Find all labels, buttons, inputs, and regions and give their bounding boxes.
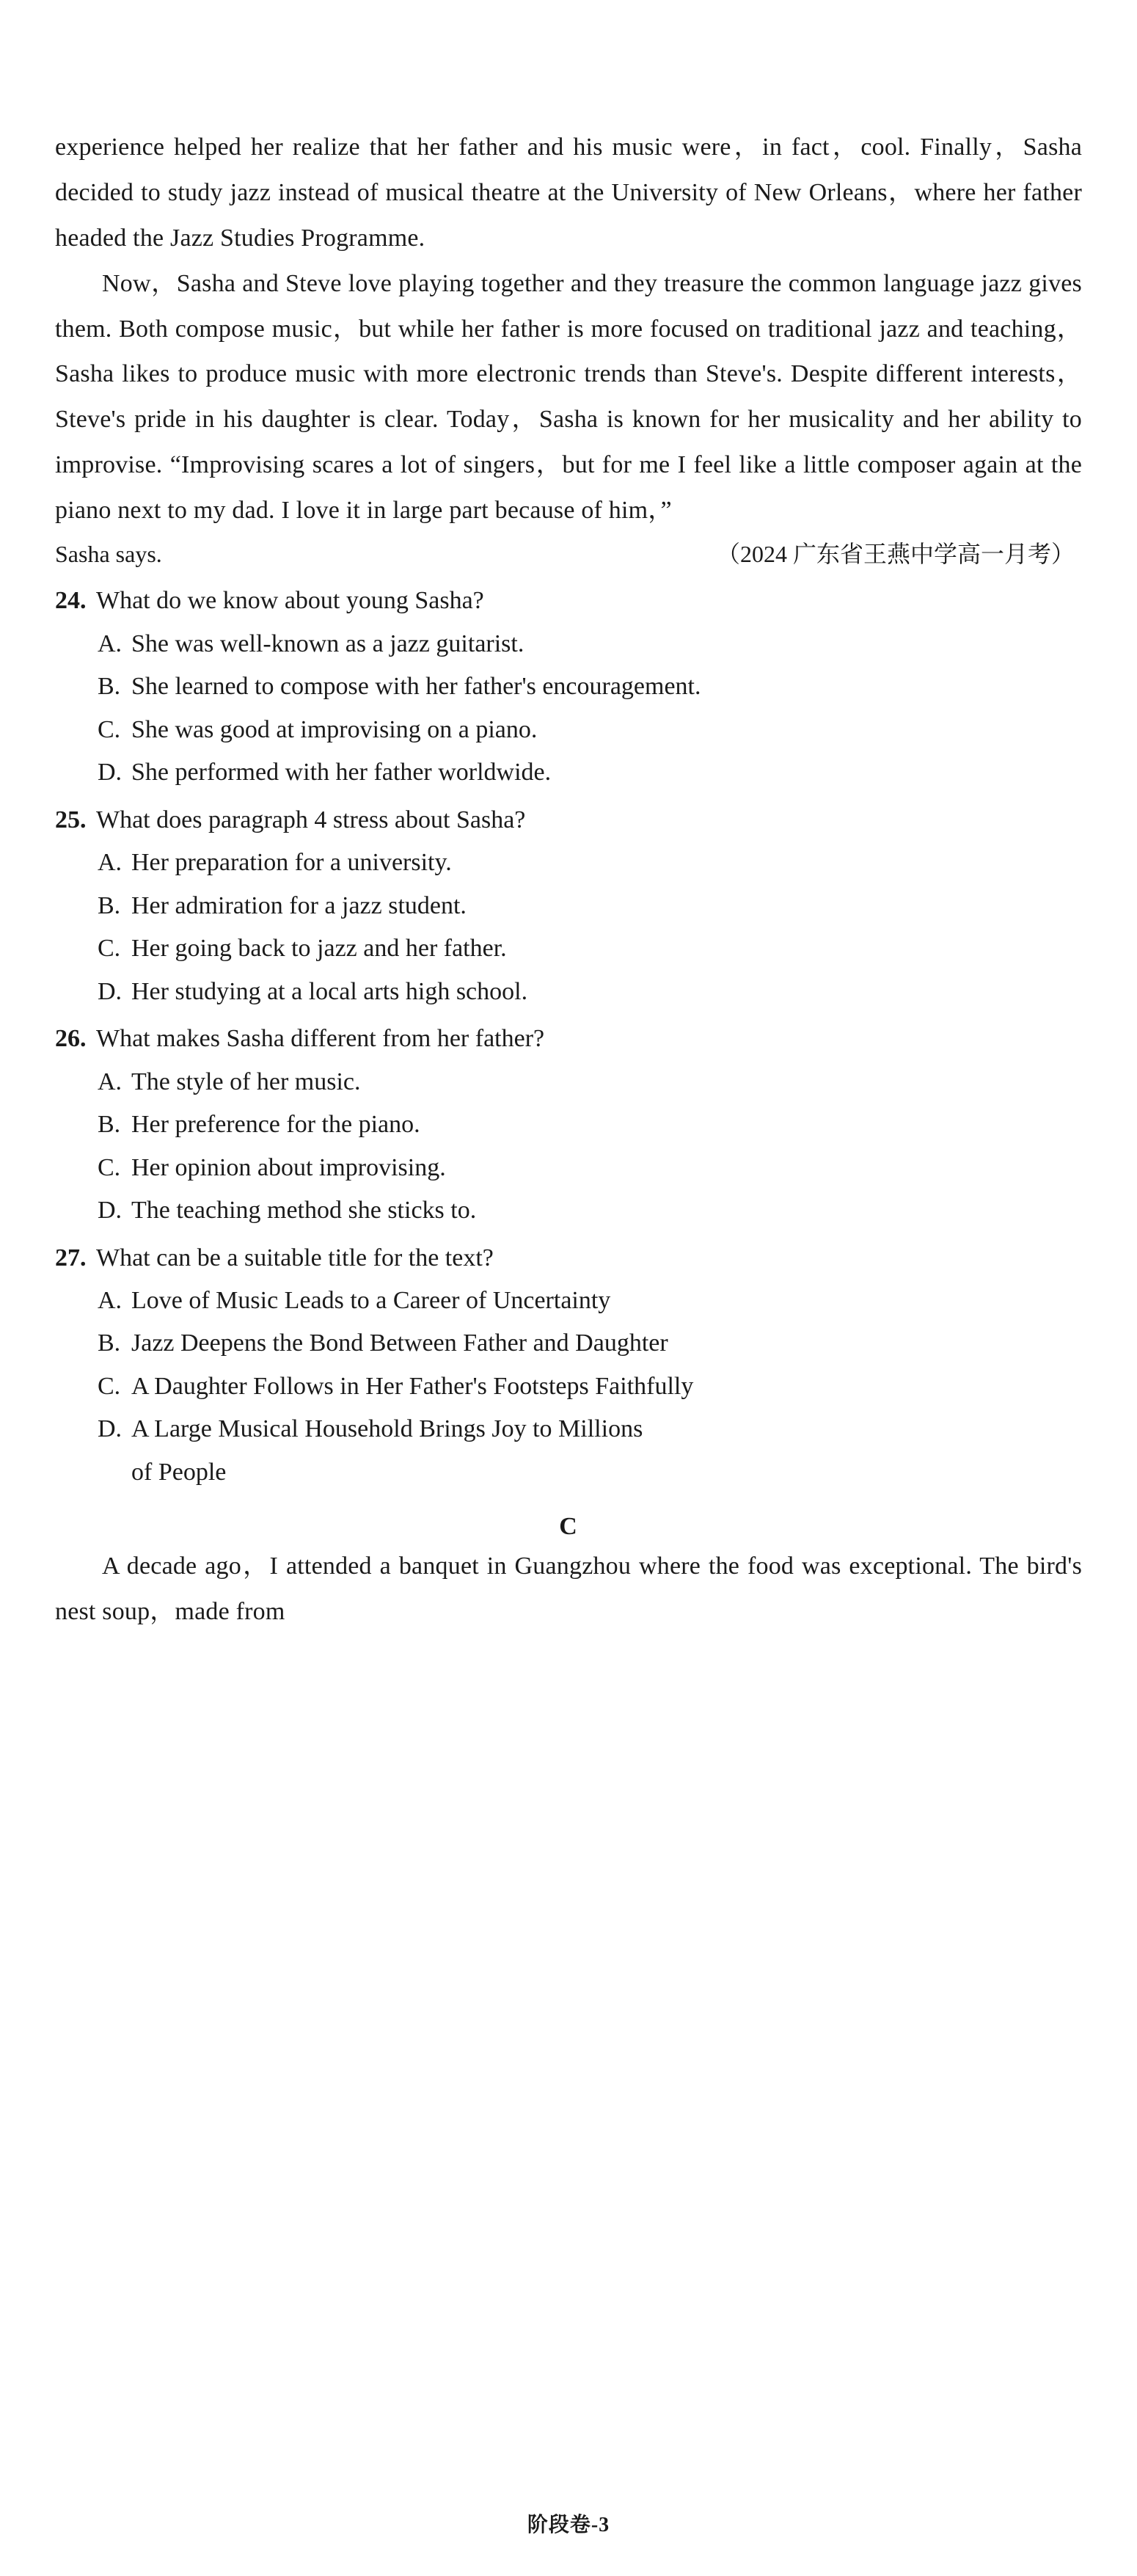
option-text: The teaching method she sticks to. [131,1197,477,1225]
paragraph-next-passage: A decade ago，I attended a banquet in Guangzhou where the food was exceptional. The bird's nest soup，made from [55,1552,1082,1626]
question-stem [55,1237,1082,1280]
question-text: What do we know about young Sasha? [96,587,484,615]
option-letter: C. [98,715,121,743]
option-letter: A. [98,630,123,657]
option-d[interactable] [55,1408,1082,1451]
option-b[interactable] [55,1103,1082,1146]
option-d[interactable] [55,751,1082,794]
option-b[interactable] [55,885,1082,927]
option-c[interactable] [55,1365,1082,1408]
option-text: The style of her music. [131,1068,361,1095]
option-letter: B. [98,673,121,701]
question-stem [55,1018,1082,1060]
question-text: What can be a suitable title for the text? [96,1244,494,1271]
source-note: （2024 广东省王燕中学高一月考） [716,540,1075,567]
option-letter: D. [98,759,123,787]
option-text: Her going back to jazz and her father. [131,935,507,963]
option-letter: C. [98,1372,121,1400]
question-stem [55,580,1082,622]
option-text: A Daughter Follows in Her Father's Footsteps Faithfully [131,1372,694,1400]
option-text: She learned to compose with her father's encouragement. [131,673,701,701]
option-c[interactable] [55,927,1082,970]
question-25 [55,799,1082,1013]
option-text: Her opinion about improvising. [131,1153,446,1181]
question-number: 27. [55,1244,87,1271]
paragraph-tail: Sasha says. [55,540,162,567]
option-d[interactable] [55,971,1082,1013]
option-text: Her preference for the piano. [131,1111,420,1139]
paragraph-continuation: experience helped her realize that her father and his music were，in fact，cool. Finally，Sasha decided to study jazz instead of musical theatre at the University of New Orleans，where her father headed the Jazz Studies Programme. [55,134,1082,252]
option-list [55,1280,1082,1451]
paragraph-body: Now，Sasha and Steve love playing together and they treasure the common language jazz gives them. Both compose music，but while her father is more focused on traditional jazz and teaching，Sasha likes to produce music with more electronic trends than Steve's. Despite different interests，Steve's pride in his daughter is clear. Today，Sasha is known for her musicality and her ability to improvise. “Improvising scares a lot of singers，but for me I feel like a little composer again at the piano next to my dad. I love it in large part because of him，” [55,269,1082,524]
option-c[interactable] [55,1147,1082,1189]
option-a[interactable] [55,842,1082,884]
question-26 [55,1018,1082,1232]
option-text: Her studying at a local arts high school. [131,977,528,1005]
question-text: What makes Sasha different from her father? [96,1025,545,1053]
page-footer: 阶段卷-3 [527,2514,610,2536]
question-number: 24. [55,587,87,615]
source-line [55,533,1082,576]
question-24 [55,580,1082,794]
option-letter: B. [98,1329,121,1357]
option-a[interactable] [55,623,1082,665]
option-letter: C. [98,935,121,963]
option-d-continuation: of People [131,1458,227,1486]
option-list [55,1061,1082,1233]
page-content [55,125,1082,1635]
question-number: 25. [55,806,87,833]
option-list [55,623,1082,795]
option-text: She was well-known as a jazz guitarist. [131,630,524,657]
option-text: She performed with her father worldwide. [131,759,552,787]
question-27 [55,1237,1082,1495]
option-c[interactable] [55,709,1082,751]
option-letter: D. [98,977,123,1005]
option-b[interactable] [55,665,1082,708]
option-letter: A. [98,849,123,877]
option-a[interactable] [55,1061,1082,1103]
option-letter: D. [98,1197,123,1225]
option-letter: A. [98,1068,123,1095]
option-text: Her admiration for a jazz student. [131,891,467,919]
option-text: Jazz Deepens the Bond Between Father and Daughter [131,1329,668,1357]
option-d[interactable] [55,1189,1082,1232]
section-letter: C [559,1513,578,1541]
option-text: Her preparation for a university. [131,849,452,877]
option-b[interactable] [55,1322,1082,1365]
option-letter: A. [98,1286,123,1314]
option-letter: C. [98,1153,121,1181]
question-text: What does paragraph 4 stress about Sasha? [96,806,526,833]
question-stem [55,799,1082,842]
option-list [55,842,1082,1013]
option-a[interactable] [55,1280,1082,1322]
option-letter: D. [98,1415,123,1443]
question-number: 26. [55,1025,87,1053]
option-text: Love of Music Leads to a Career of Uncertainty [131,1286,611,1314]
option-letter: B. [98,1111,121,1139]
option-text: She was good at improvising on a piano. [131,715,538,743]
option-letter: B. [98,891,121,919]
option-text: A Large Musical Household Brings Joy to Millions [131,1415,643,1443]
